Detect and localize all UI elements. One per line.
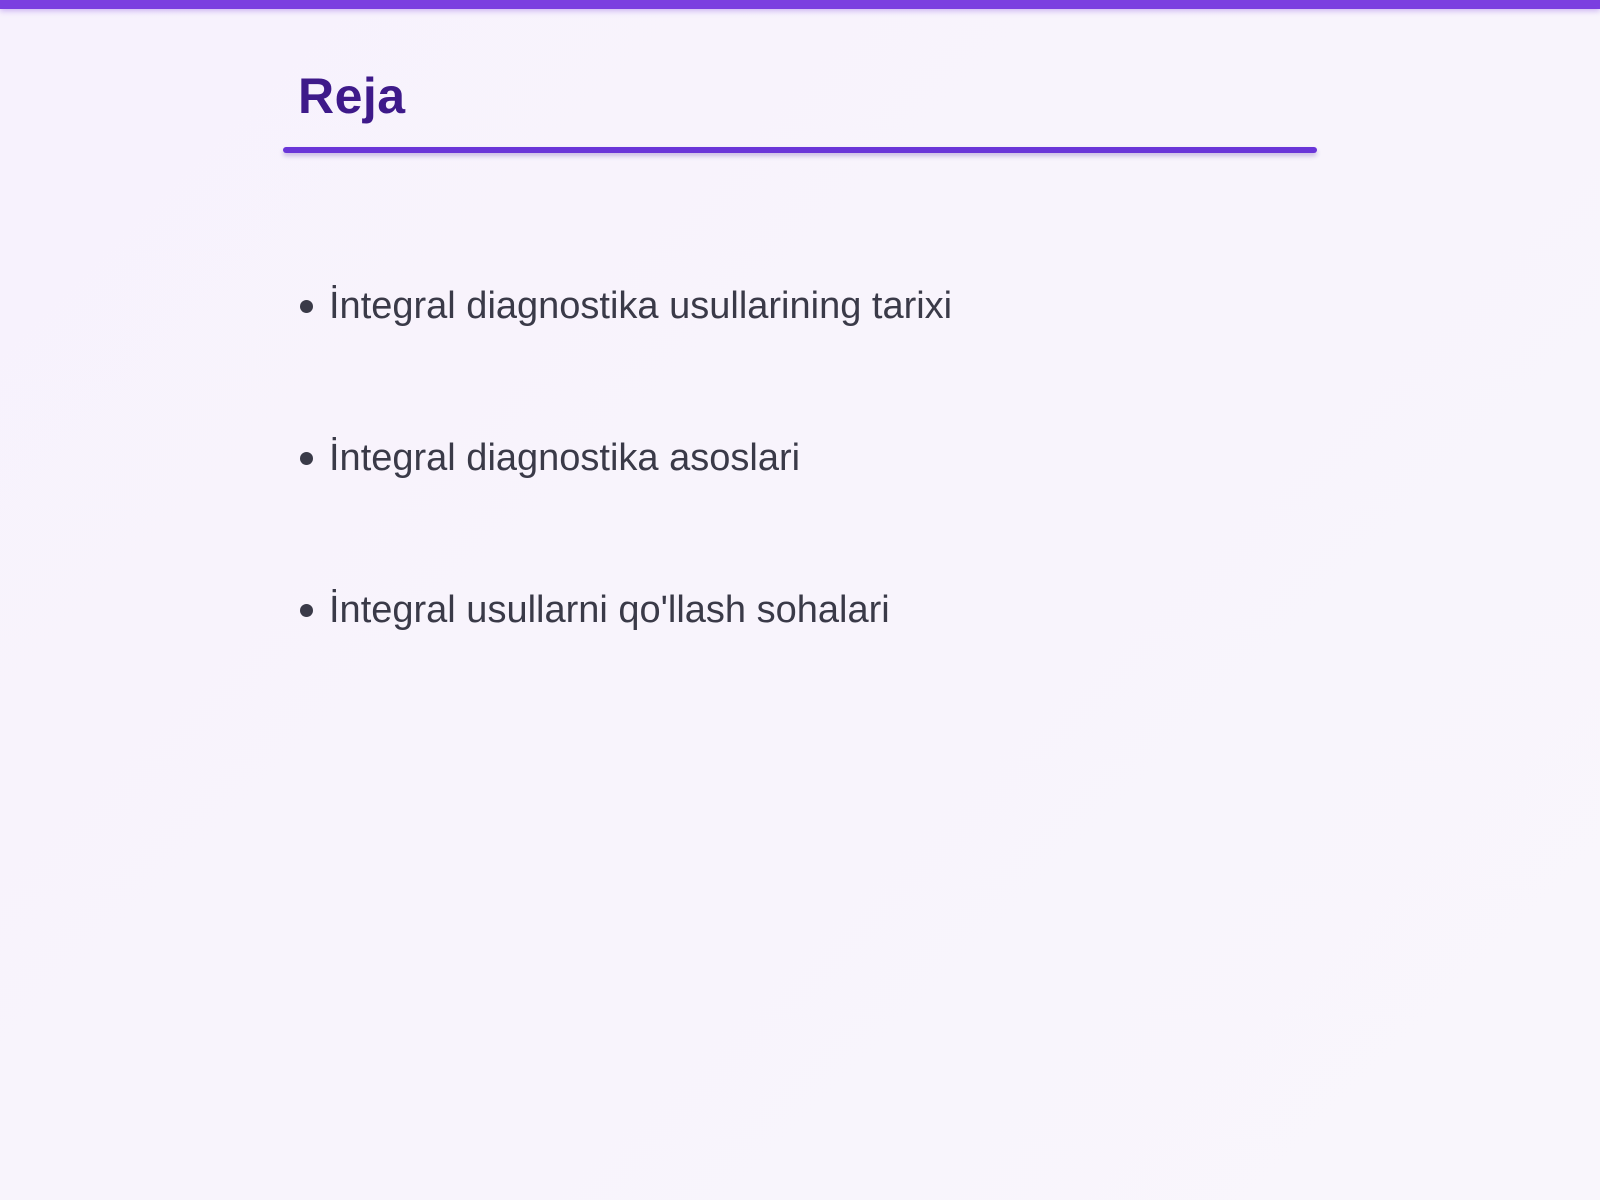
agenda-item	[300, 432, 1300, 484]
agenda-item	[300, 280, 1300, 332]
bullet-icon	[300, 604, 313, 617]
agenda-item-text: İntegral usullarni qo'llash sohalari	[329, 588, 890, 631]
agenda-item-text: İntegral diagnostika asoslari	[329, 436, 801, 479]
bullet-icon	[300, 452, 313, 465]
agenda-list	[300, 280, 1300, 736]
title-underline	[283, 147, 1317, 153]
top-accent-bar	[0, 0, 1600, 9]
slide-title: Reja	[298, 68, 406, 124]
agenda-item-text: İntegral diagnostika usullarining tarixi	[329, 284, 953, 327]
agenda-item	[300, 584, 1300, 636]
bullet-icon	[300, 300, 313, 313]
